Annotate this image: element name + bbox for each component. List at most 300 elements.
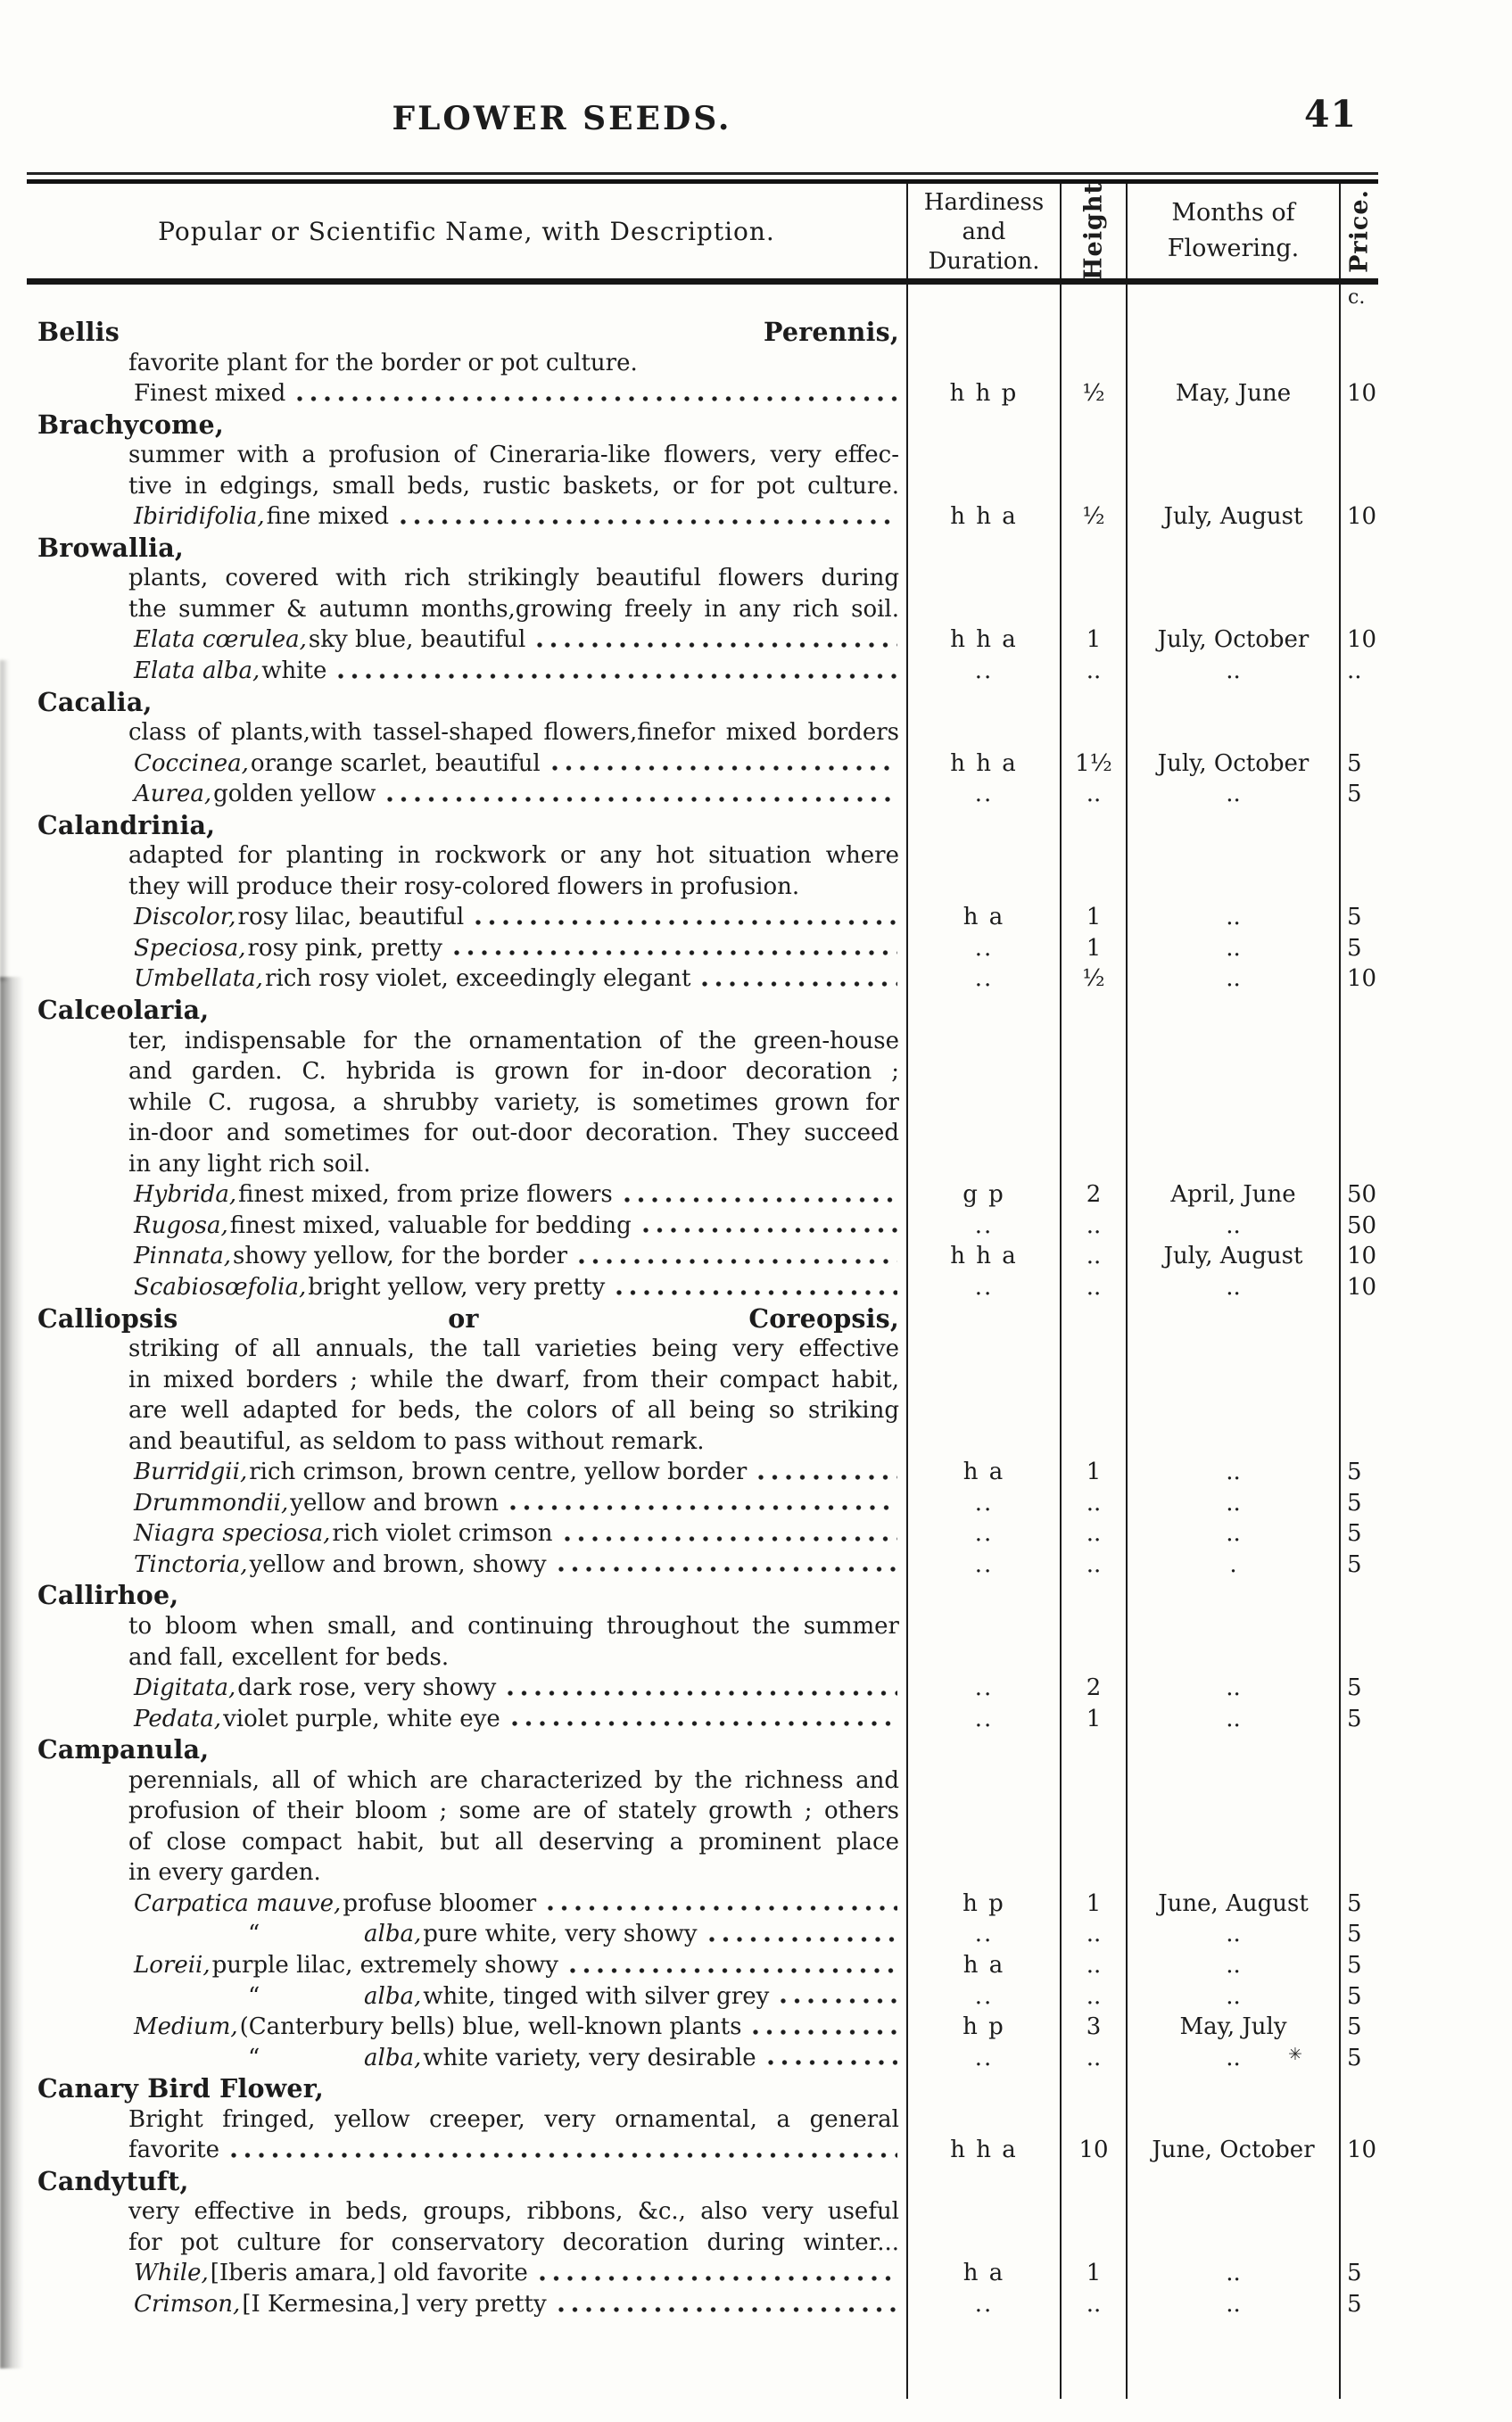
height-value	[1060, 995, 1126, 1026]
price-value	[1339, 717, 1378, 748]
table-row	[27, 1765, 1378, 1797]
variety-name: Scabiosœfolia,	[134, 1273, 307, 1301]
entry-genus-name: Calliopsis or Coreopsis,	[37, 1302, 899, 1334]
height-value	[1060, 1303, 1126, 1335]
table-row	[27, 2073, 1378, 2104]
dotted-leader	[551, 765, 897, 771]
months-value: July, October	[1126, 748, 1339, 780]
variety-name: While,	[134, 2260, 209, 2287]
variety-name: Carpatica mauve,	[134, 1889, 342, 1917]
height-value: ..	[1060, 1919, 1126, 1950]
price-value	[1339, 1611, 1378, 1642]
row-description	[27, 1457, 906, 1488]
months-value: July, October	[1126, 624, 1339, 656]
price-value: 5	[1339, 1919, 1378, 1950]
price-value	[1339, 1796, 1378, 1827]
variety-name: Elata alba,	[134, 657, 260, 685]
months-value: ..	[1126, 779, 1339, 810]
row-description	[27, 533, 906, 564]
months-value	[1126, 995, 1339, 1026]
price-value	[1339, 872, 1378, 903]
variety-text: orange scarlet, beautiful	[250, 749, 541, 777]
table-row	[27, 2196, 1378, 2228]
hardiness-value: ..	[906, 1919, 1060, 1950]
variety-text: violet purple, white eye	[223, 1705, 500, 1732]
spacer-months	[1126, 2320, 1339, 2399]
variety-name: Niagra speciosa,	[134, 1520, 331, 1548]
table-row	[27, 656, 1378, 687]
hardiness-value	[906, 1734, 1060, 1765]
price-value: 5	[1339, 1950, 1378, 1981]
hardiness-value: ..	[906, 1518, 1060, 1550]
variety-text: bright yellow, very pretty	[308, 1273, 606, 1301]
table-row	[27, 2228, 1378, 2259]
row-description: in mixed borders ; while the dwarf, from their compact habit,	[128, 1366, 899, 1393]
dotted-leader	[569, 1968, 897, 1973]
row-description	[27, 317, 906, 348]
hardiness-value: h h a	[906, 748, 1060, 780]
height-value: 1	[1060, 624, 1126, 656]
hardiness-value	[906, 409, 1060, 441]
dotted-leader	[400, 519, 897, 525]
months-value	[1126, 810, 1339, 841]
months-value: ..	[1126, 2258, 1339, 2289]
height-value: ..	[1060, 1550, 1126, 1581]
variety-name: Digitata,	[134, 1674, 236, 1702]
months-value	[1126, 1056, 1339, 1087]
row-description: tive in edgings, small beds, rustic baskets, or for pot culture.	[128, 472, 899, 500]
table-row	[27, 1426, 1378, 1458]
price-value: 5	[1339, 2012, 1378, 2043]
spacer-hardiness	[906, 2320, 1060, 2399]
months-value	[1126, 872, 1339, 903]
table-row	[27, 779, 1378, 810]
row-description	[27, 1734, 906, 1765]
height-value	[1060, 1796, 1126, 1827]
variety-text: rich rosy violet, exceedingly elegant	[264, 965, 691, 993]
row-description: while C. rugosa, a shrubby variety, is sometimes grown for	[128, 1088, 899, 1116]
dotted-leader	[536, 642, 897, 648]
variety-text: rich violet crimson	[332, 1520, 553, 1548]
height-value	[1060, 2104, 1126, 2136]
entry-genus-name: Bellis Perennis,	[37, 317, 899, 347]
hardiness-value: h a	[906, 2258, 1060, 2289]
row-description	[27, 748, 906, 780]
row-description	[27, 1704, 906, 1735]
hardiness-value	[906, 440, 1060, 471]
row-description	[27, 1919, 906, 1950]
hardiness-value: h h a	[906, 2135, 1060, 2166]
price-value	[1339, 594, 1378, 625]
months-value: May, July	[1126, 2012, 1339, 2043]
price-value	[1339, 409, 1378, 441]
price-value	[1339, 1857, 1378, 1889]
entry-genus-name: Callirhoe,	[37, 1580, 179, 1611]
price-value	[1339, 1642, 1378, 1674]
table-row	[27, 1118, 1378, 1149]
dotted-leader	[558, 2307, 897, 2312]
hardiness-value	[906, 1056, 1060, 1087]
scan-edge-shadow	[0, 977, 23, 2368]
table-row	[27, 1179, 1378, 1211]
dotted-leader	[296, 396, 897, 401]
height-value: 2	[1060, 1179, 1126, 1211]
table-row	[27, 1550, 1378, 1581]
table-row	[27, 995, 1378, 1026]
price-value	[1339, 2196, 1378, 2228]
row-description	[27, 2043, 906, 2074]
months-value: ..	[1126, 1919, 1339, 1950]
months-value	[1126, 1765, 1339, 1797]
hardiness-value	[906, 1642, 1060, 1674]
price-value	[1339, 1365, 1378, 1396]
variety-name: Burridgii,	[134, 1459, 248, 1486]
variety-name: Loreii,	[134, 1951, 211, 1979]
variety-name: alba,	[364, 1982, 422, 2010]
column-header-hardiness	[906, 184, 1060, 278]
price-value: 10	[1339, 624, 1378, 656]
height-value: ..	[1060, 1272, 1126, 1303]
price-value	[1339, 995, 1378, 1026]
row-description	[27, 1211, 906, 1242]
price-value	[1339, 440, 1378, 471]
price-value: 5	[1339, 2258, 1378, 2289]
row-description	[27, 1981, 906, 2013]
hardiness-value: ..	[906, 1981, 1060, 2013]
table-row	[27, 963, 1378, 995]
months-value: ..	[1126, 656, 1339, 687]
height-value: 3	[1060, 2012, 1126, 2043]
height-value: ..	[1060, 1950, 1126, 1981]
price-value: 5	[1339, 1518, 1378, 1550]
hardiness-value: ..	[906, 2043, 1060, 2074]
height-value: ½	[1060, 963, 1126, 995]
months-value	[1126, 2073, 1339, 2104]
height-value: ..	[1060, 1518, 1126, 1550]
hardiness-line-1: Hardiness	[923, 189, 1045, 216]
variety-text: [I Kermesina,] very pretty	[242, 2291, 547, 2318]
price-value	[1339, 1827, 1378, 1858]
variety-text: (Canterbury bells) blue, well-known plants	[239, 2013, 742, 2041]
price-value: 5	[1339, 1550, 1378, 1581]
row-description: Bright fringed, yellow creeper, very ornamental, a general	[128, 2105, 899, 2133]
hardiness-value	[906, 840, 1060, 872]
height-value	[1060, 1642, 1126, 1674]
height-value	[1060, 2166, 1126, 2197]
variety-text: dark rose, very showy	[237, 1674, 497, 1702]
spacer-height	[1060, 2320, 1126, 2399]
months-value: ..	[1126, 2289, 1339, 2320]
table-body	[27, 317, 1378, 2399]
hardiness-value	[906, 594, 1060, 625]
variety-text: purple lilac, extremely showy	[211, 1951, 558, 1979]
table-row	[27, 1642, 1378, 1674]
price-value	[1339, 2228, 1378, 2259]
variety-text: yellow and brown	[290, 1489, 500, 1517]
hardiness-value: ..	[906, 1272, 1060, 1303]
hardiness-value	[906, 1026, 1060, 1057]
height-value	[1060, 1611, 1126, 1642]
height-value: ..	[1060, 1488, 1126, 1519]
height-value	[1060, 687, 1126, 718]
dotted-leader	[509, 1505, 897, 1510]
height-value	[1060, 1426, 1126, 1458]
height-value	[1060, 533, 1126, 564]
height-value: ..	[1060, 1211, 1126, 1242]
price-value	[1339, 563, 1378, 594]
hardiness-value	[906, 1334, 1060, 1365]
height-value	[1060, 872, 1126, 903]
price-value	[1339, 533, 1378, 564]
months-value: .	[1126, 1550, 1339, 1581]
price-value: 10	[1339, 1272, 1378, 1303]
variety-text: rosy lilac, beautiful	[237, 904, 465, 931]
dotted-leader	[475, 920, 897, 925]
months-line-2: Flowering.	[1167, 235, 1300, 262]
height-value	[1060, 810, 1126, 841]
column-header-name-label: Popular or Scientific Name, with Description.	[158, 216, 775, 246]
hardiness-value: ..	[906, 963, 1060, 995]
months-value	[1126, 1642, 1339, 1674]
table-row	[27, 317, 1378, 348]
table-row	[27, 1241, 1378, 1272]
table-row	[27, 1827, 1378, 1858]
height-value	[1060, 1149, 1126, 1180]
table-row	[27, 1056, 1378, 1087]
height-value	[1060, 2073, 1126, 2104]
months-value	[1126, 840, 1339, 872]
months-value: ..	[1126, 1518, 1339, 1550]
height-value	[1060, 348, 1126, 379]
price-value: 5	[1339, 1889, 1378, 1920]
row-description	[27, 624, 906, 656]
variety-text: fine mixed	[266, 503, 390, 531]
variety-text: favorite	[128, 2137, 220, 2164]
height-value: ½	[1060, 378, 1126, 409]
variety-name: Rugosa,	[134, 1211, 228, 1239]
months-value: April, June	[1126, 1179, 1339, 1211]
height-value	[1060, 563, 1126, 594]
variety-name: Elata cœrulea,	[134, 626, 307, 654]
entry-genus-name: Brachycome,	[37, 409, 224, 440]
price-value	[1339, 1426, 1378, 1458]
spacer-desc	[27, 2320, 906, 2399]
row-description: the summer & autumn months,growing freely in any rich soil.	[128, 595, 899, 623]
height-value: 1½	[1060, 748, 1126, 780]
price-value	[1339, 1149, 1378, 1180]
hardiness-value: h a	[906, 902, 1060, 933]
height-value	[1060, 471, 1126, 502]
entry-genus-name: Campanula,	[37, 1734, 210, 1765]
height-value	[1060, 440, 1126, 471]
table-row	[27, 2043, 1378, 2074]
months-value: July, August	[1126, 501, 1339, 533]
variety-name: alba,	[364, 2044, 422, 2071]
hardiness-value: h p	[906, 2012, 1060, 2043]
height-value	[1060, 594, 1126, 625]
row-description: in every garden.	[128, 1859, 321, 1887]
price-value	[1339, 2166, 1378, 2197]
variety-text: [Iberis amara,] old favorite	[210, 2260, 528, 2287]
price-value	[1339, 1026, 1378, 1057]
row-description	[27, 2135, 906, 2166]
price-value	[1339, 1118, 1378, 1149]
months-value	[1126, 1365, 1339, 1396]
months-value: ..	[1126, 1673, 1339, 1704]
price-value	[1339, 687, 1378, 718]
height-value	[1060, 1857, 1126, 1889]
row-description: for pot culture for conservatory decoration during winter...	[128, 2228, 899, 2256]
months-value	[1126, 1611, 1339, 1642]
months-value: June, August	[1126, 1889, 1339, 1920]
variety-text: rich crimson, brown centre, yellow border	[249, 1459, 748, 1486]
height-value: ..	[1060, 2289, 1126, 2320]
price-value: 10	[1339, 963, 1378, 995]
table-row	[27, 409, 1378, 441]
variety-name: Aurea,	[134, 781, 212, 808]
height-value	[1060, 1395, 1126, 1426]
height-value	[1060, 1026, 1126, 1057]
row-description: are well adapted for beds, the colors of all being so striking	[128, 1397, 899, 1425]
row-description: profusion of their bloom ; some are of stately growth ; others	[128, 1798, 899, 1825]
table-row	[27, 1303, 1378, 1335]
row-description: in any light rich soil.	[128, 1150, 371, 1178]
row-description	[27, 1550, 906, 1581]
price-value: ..	[1339, 656, 1378, 687]
hardiness-value	[906, 687, 1060, 718]
row-description: and beautiful, as seldom to pass without remark.	[128, 1427, 705, 1455]
table-row	[27, 1611, 1378, 1642]
months-value	[1126, 1303, 1339, 1335]
column-header-months	[1126, 184, 1339, 278]
months-value: ..	[1126, 1950, 1339, 1981]
months-value	[1126, 533, 1339, 564]
table-row	[27, 348, 1378, 379]
variety-name: Pinnata,	[134, 1243, 232, 1270]
dotted-leader	[564, 1536, 897, 1542]
row-description	[27, 409, 906, 441]
hardiness-value	[906, 1765, 1060, 1797]
height-value	[1060, 1765, 1126, 1797]
hardiness-value: h a	[906, 1950, 1060, 1981]
height-value	[1060, 409, 1126, 441]
hardiness-value	[906, 995, 1060, 1026]
dotted-leader	[642, 1228, 897, 1233]
row-description	[27, 2012, 906, 2043]
height-value: 1	[1060, 933, 1126, 964]
table-row	[27, 1919, 1378, 1950]
dotted-leader	[701, 981, 897, 987]
hardiness-value	[906, 1365, 1060, 1396]
row-description	[27, 995, 906, 1026]
table-row	[27, 1889, 1378, 1920]
dotted-leader	[558, 1566, 897, 1572]
height-value	[1060, 1734, 1126, 1765]
row-description	[27, 656, 906, 687]
variety-name: Discolor,	[134, 904, 236, 931]
height-value: 1	[1060, 1457, 1126, 1488]
entry-genus-name: Calandrinia,	[37, 809, 216, 840]
table-row	[27, 1149, 1378, 1180]
hardiness-value	[906, 2104, 1060, 2136]
table-row	[27, 1395, 1378, 1426]
table-spacer	[27, 2320, 1378, 2399]
hardiness-value	[906, 2228, 1060, 2259]
months-value: July, August	[1126, 1241, 1339, 1272]
months-value	[1126, 2196, 1339, 2228]
table-row	[27, 2289, 1378, 2320]
hardiness-value	[906, 717, 1060, 748]
table-row	[27, 2104, 1378, 2136]
column-header-name	[27, 184, 906, 278]
entry-genus-name: Cacalia,	[37, 686, 153, 717]
months-value	[1126, 717, 1339, 748]
variety-text: profuse bloomer	[343, 1889, 537, 1917]
variety-text: Finest mixed	[134, 380, 286, 408]
months-value	[1126, 1026, 1339, 1057]
entry-genus-name: Browallia,	[37, 532, 184, 563]
dotted-leader	[511, 1721, 897, 1726]
price-value	[1339, 2104, 1378, 2136]
variety-text: golden yellow	[213, 781, 376, 808]
variety-name: Pedata,	[134, 1705, 222, 1732]
months-value	[1126, 1857, 1339, 1889]
dotted-leader	[624, 1197, 897, 1203]
months-value	[1126, 1426, 1339, 1458]
height-value: 1	[1060, 2258, 1126, 2289]
price-value	[1339, 1734, 1378, 1765]
table-row	[27, 563, 1378, 594]
months-value	[1126, 2104, 1339, 2136]
row-description	[27, 810, 906, 841]
column-header-price	[1339, 184, 1378, 278]
months-value	[1126, 1796, 1339, 1827]
months-value: ..	[1126, 1488, 1339, 1519]
dotted-leader	[507, 1690, 897, 1696]
variety-name: Umbellata,	[134, 965, 263, 993]
height-value	[1060, 717, 1126, 748]
months-value: May, June	[1126, 378, 1339, 409]
hardiness-value: h h a	[906, 1241, 1060, 1272]
table-row	[27, 533, 1378, 564]
months-value	[1126, 471, 1339, 502]
table-row	[27, 2135, 1378, 2166]
price-value: 5	[1339, 2289, 1378, 2320]
months-value: June, October	[1126, 2135, 1339, 2166]
price-value: 5	[1339, 1488, 1378, 1519]
months-value: ..	[1126, 1981, 1339, 2013]
price-label: Price.	[1345, 189, 1374, 273]
hardiness-value	[906, 810, 1060, 841]
height-value: 1	[1060, 902, 1126, 933]
spacer-price	[1339, 2320, 1378, 2399]
dotted-leader	[767, 2060, 897, 2065]
price-unit: c.	[1339, 285, 1378, 317]
height-value: ..	[1060, 779, 1126, 810]
months-value	[1126, 1580, 1339, 1611]
height-value: ..	[1060, 1241, 1126, 1272]
dotted-leader	[547, 1905, 897, 1911]
hardiness-value	[906, 533, 1060, 564]
hardiness-value	[906, 1611, 1060, 1642]
row-description: and fall, excellent for beds.	[128, 1643, 450, 1671]
variety-name: Hybrida,	[134, 1181, 237, 1209]
row-description	[27, 1303, 906, 1335]
table-row	[27, 1857, 1378, 1889]
table-row	[27, 1211, 1378, 1242]
months-value	[1126, 1149, 1339, 1180]
months-value	[1126, 348, 1339, 379]
